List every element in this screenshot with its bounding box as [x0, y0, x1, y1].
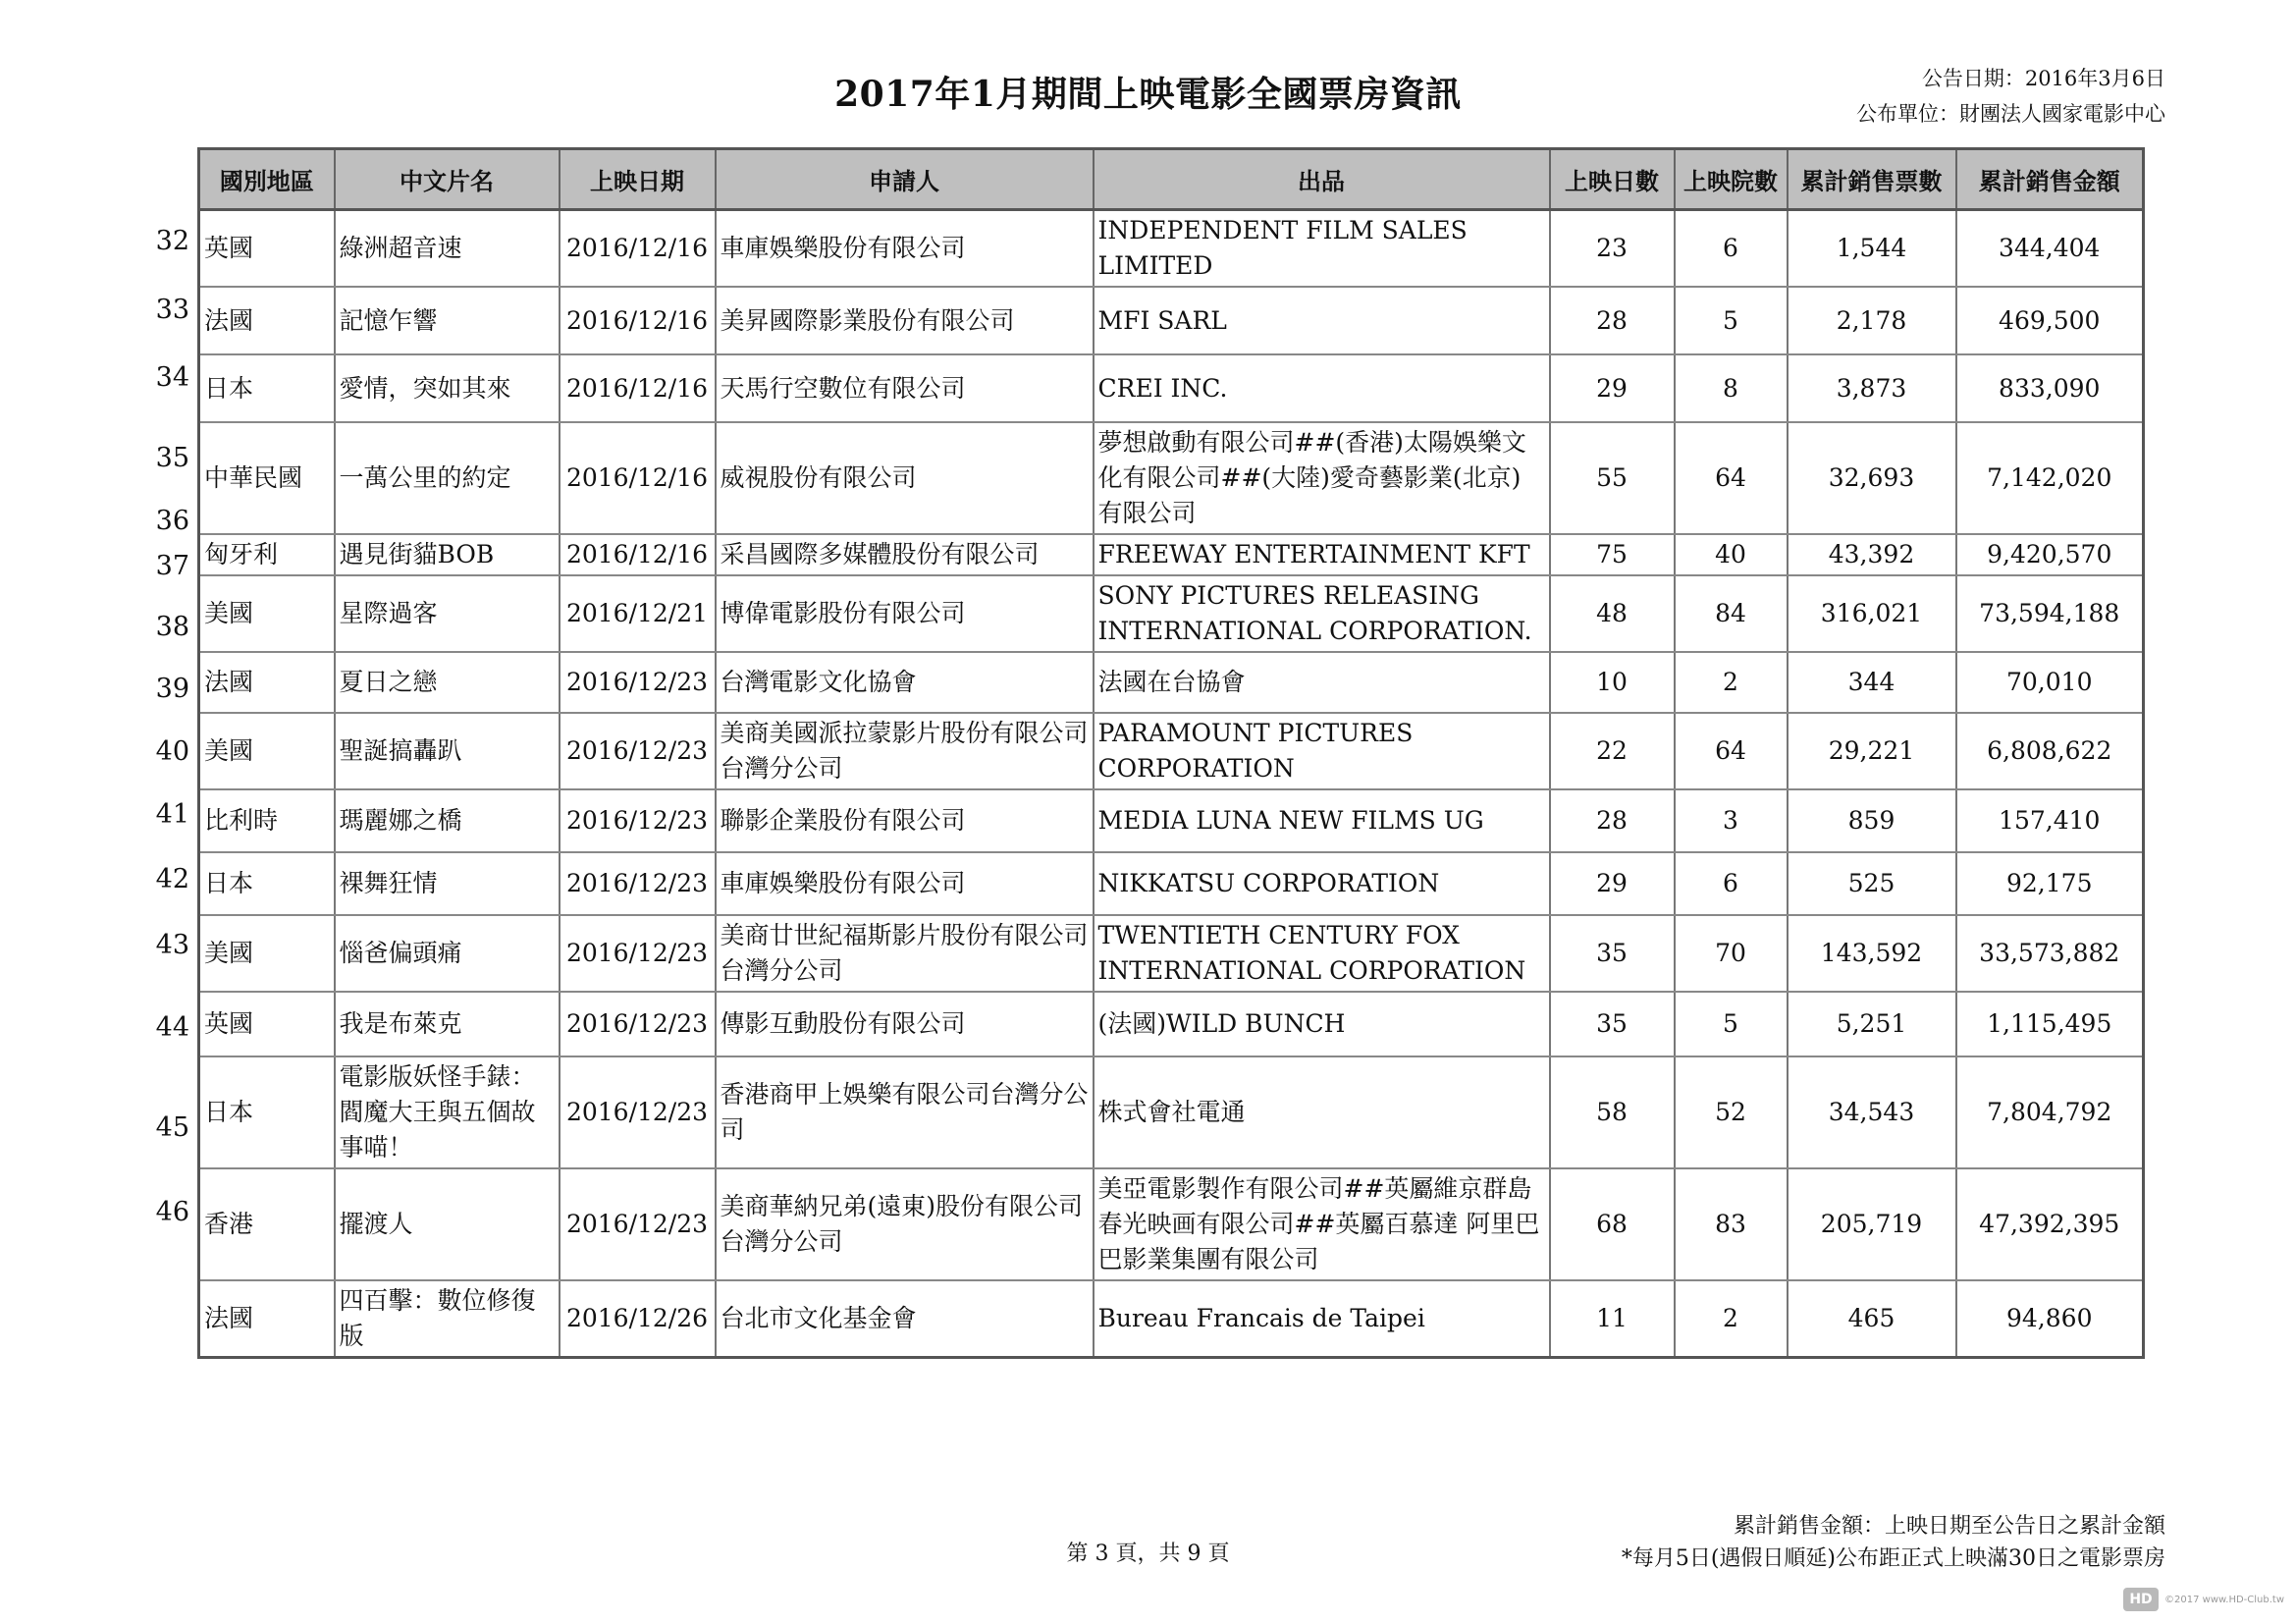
- cell-applicant: 采昌國際多媒體股份有限公司: [716, 534, 1094, 575]
- cell-screening-days: 11: [1550, 1280, 1675, 1358]
- table-header-row: [199, 149, 2144, 210]
- cell-screening-days: 58: [1550, 1056, 1675, 1168]
- cell-tickets-sold: 465: [1788, 1280, 1956, 1358]
- cell-screening-days: 55: [1550, 422, 1675, 534]
- cell-producer: INDEPENDENT FILM SALES LIMITED: [1094, 210, 1550, 288]
- cell-applicant: 台灣電影文化協會: [716, 652, 1094, 713]
- cell-applicant: 美商廿世紀福斯影片股份有限公司台灣分公司: [716, 915, 1094, 992]
- cell-tickets-sold: 2,178: [1788, 287, 1956, 354]
- watermark-text: ©2017 www.HD-Club.tw: [2164, 1594, 2284, 1605]
- cell-revenue: 6,808,622: [1956, 713, 2144, 789]
- cell-producer: 美亞電影製作有限公司##英屬維京群島 春光映画有限公司##英屬百慕達 阿里巴巴影業集團有限公司: [1094, 1168, 1550, 1280]
- cell-revenue: 92,175: [1956, 852, 2144, 915]
- table-row: [199, 287, 2144, 354]
- table-row: [199, 915, 2144, 992]
- cell-applicant: 天馬行空數位有限公司: [716, 354, 1094, 422]
- cell-theater-count: 2: [1675, 1280, 1788, 1358]
- table-row: [199, 652, 2144, 713]
- table-row: [199, 713, 2144, 789]
- cell-tickets-sold: 344: [1788, 652, 1956, 713]
- cell-tickets-sold: 43,392: [1788, 534, 1956, 575]
- cell-producer: PARAMOUNT PICTURES CORPORATION: [1094, 713, 1550, 789]
- row-number: 42: [155, 864, 189, 894]
- cell-producer: 株式會社電通: [1094, 1056, 1550, 1168]
- cell-title: 綠洲超音速: [335, 210, 560, 288]
- cell-release-date: 2016/12/23: [560, 1168, 716, 1280]
- cell-producer: Bureau Francais de Taipei: [1094, 1280, 1550, 1358]
- cell-title: 星際過客: [335, 575, 560, 652]
- cell-theater-count: 5: [1675, 287, 1788, 354]
- page-number: 第 3 頁，共 9 頁: [1066, 1542, 1230, 1566]
- table-row: [199, 992, 2144, 1056]
- cell-region: 美國: [199, 575, 335, 652]
- cell-theater-count: 84: [1675, 575, 1788, 652]
- cell-tickets-sold: 525: [1788, 852, 1956, 915]
- cell-tickets-sold: 29,221: [1788, 713, 1956, 789]
- cell-title: 惱爸偏頭痛: [335, 915, 560, 992]
- cell-producer: MEDIA LUNA NEW FILMS UG: [1094, 789, 1550, 852]
- cell-release-date: 2016/12/16: [560, 210, 716, 288]
- cell-revenue: 9,420,570: [1956, 534, 2144, 575]
- cell-applicant: 車庫娛樂股份有限公司: [716, 852, 1094, 915]
- cell-release-date: 2016/12/26: [560, 1280, 716, 1358]
- cell-revenue: 833,090: [1956, 354, 2144, 422]
- cell-tickets-sold: 1,544: [1788, 210, 1956, 288]
- row-number: 35: [155, 443, 189, 473]
- cell-release-date: 2016/12/23: [560, 992, 716, 1056]
- row-number: 44: [155, 1012, 189, 1043]
- cell-applicant: 博偉電影股份有限公司: [716, 575, 1094, 652]
- cell-screening-days: 22: [1550, 713, 1675, 789]
- cell-theater-count: 6: [1675, 210, 1788, 288]
- cell-tickets-sold: 143,592: [1788, 915, 1956, 992]
- cell-release-date: 2016/12/21: [560, 575, 716, 652]
- cell-revenue: 469,500: [1956, 287, 2144, 354]
- cell-producer: 法國在台協會: [1094, 652, 1550, 713]
- cell-theater-count: 8: [1675, 354, 1788, 422]
- cell-release-date: 2016/12/23: [560, 1056, 716, 1168]
- cell-tickets-sold: 859: [1788, 789, 1956, 852]
- cell-region: 法國: [199, 652, 335, 713]
- cell-screening-days: 35: [1550, 992, 1675, 1056]
- cell-screening-days: 28: [1550, 789, 1675, 852]
- cell-title: 記憶乍響: [335, 287, 560, 354]
- row-number: 32: [155, 225, 189, 256]
- cell-region: 美國: [199, 713, 335, 789]
- cell-title: 電影版妖怪手錶：閻魔大王與五個故事喵！: [335, 1056, 560, 1168]
- table-row: [199, 1056, 2144, 1168]
- cell-theater-count: 6: [1675, 852, 1788, 915]
- cell-tickets-sold: 3,873: [1788, 354, 1956, 422]
- watermark: [2123, 1588, 2284, 1611]
- cell-tickets-sold: 316,021: [1788, 575, 1956, 652]
- cell-theater-count: 70: [1675, 915, 1788, 992]
- cell-producer: FREEWAY ENTERTAINMENT KFT: [1094, 534, 1550, 575]
- header-release-date: 上映日期: [560, 149, 716, 210]
- row-number: 41: [155, 799, 189, 830]
- cell-revenue: 70,010: [1956, 652, 2144, 713]
- header-title: 中文片名: [335, 149, 560, 210]
- cell-theater-count: 64: [1675, 422, 1788, 534]
- row-number: 46: [155, 1196, 189, 1227]
- cell-region: 法國: [199, 1280, 335, 1358]
- cell-title: 一萬公里的約定: [335, 422, 560, 534]
- row-number: 38: [155, 612, 189, 642]
- announce-date: 公告日期：2016年3月6日: [1921, 67, 2165, 90]
- cell-producer: TWENTIETH CENTURY FOX INTERNATIONAL CORPORATION: [1094, 915, 1550, 992]
- cell-revenue: 344,404: [1956, 210, 2144, 288]
- row-number: 33: [155, 294, 189, 325]
- table-row: [199, 422, 2144, 534]
- cell-release-date: 2016/12/23: [560, 789, 716, 852]
- cell-screening-days: 68: [1550, 1168, 1675, 1280]
- cell-revenue: 1,115,495: [1956, 992, 2144, 1056]
- cell-applicant: 聯影企業股份有限公司: [716, 789, 1094, 852]
- cell-title: 我是布萊克: [335, 992, 560, 1056]
- cell-producer: (法國)WILD BUNCH: [1094, 992, 1550, 1056]
- cell-tickets-sold: 5,251: [1788, 992, 1956, 1056]
- cell-applicant: 美商華納兄弟(遠東)股份有限公司台灣分公司: [716, 1168, 1094, 1280]
- cell-tickets-sold: 34,543: [1788, 1056, 1956, 1168]
- footnote-publication-schedule: *每月5日(遇假日順延)公布距正式上映滿30日之電影票房: [1621, 1546, 2165, 1571]
- cell-revenue: 33,573,882: [1956, 915, 2144, 992]
- cell-title: 聖誕搞轟趴: [335, 713, 560, 789]
- header-theater-count: 上映院數: [1675, 149, 1788, 210]
- cell-screening-days: 29: [1550, 852, 1675, 915]
- cell-applicant: 美商美國派拉蒙影片股份有限公司台灣分公司: [716, 713, 1094, 789]
- header-screening-days: 上映日數: [1550, 149, 1675, 210]
- cell-release-date: 2016/12/16: [560, 422, 716, 534]
- cell-theater-count: 52: [1675, 1056, 1788, 1168]
- table-row: [199, 210, 2144, 288]
- cell-screening-days: 10: [1550, 652, 1675, 713]
- cell-theater-count: 3: [1675, 789, 1788, 852]
- publisher: 公布單位：財團法人國家電影中心: [1856, 102, 2165, 126]
- header-revenue: 累計銷售金額: [1956, 149, 2144, 210]
- cell-producer: 夢想啟動有限公司##(香港)太陽娛樂文化有限公司##(大陸)愛奇藝影業(北京)有限公司: [1094, 422, 1550, 534]
- cell-producer: CREI INC.: [1094, 354, 1550, 422]
- cell-release-date: 2016/12/23: [560, 652, 716, 713]
- cell-region: 日本: [199, 1056, 335, 1168]
- page-title: 2017年1月期間上映電影全國票房資訊: [834, 74, 1462, 115]
- table-row: [199, 354, 2144, 422]
- cell-screening-days: 29: [1550, 354, 1675, 422]
- cell-revenue: 94,860: [1956, 1280, 2144, 1358]
- cell-title: 夏日之戀: [335, 652, 560, 713]
- row-number: 36: [155, 505, 189, 536]
- header-tickets-sold: 累計銷售票數: [1788, 149, 1956, 210]
- footnote-revenue-definition: 累計銷售金額：上映日期至公告日之累計金額: [1733, 1514, 2165, 1539]
- cell-title: 四百擊：數位修復版: [335, 1280, 560, 1358]
- cell-screening-days: 48: [1550, 575, 1675, 652]
- table-row: [199, 1280, 2144, 1358]
- cell-tickets-sold: 32,693: [1788, 422, 1956, 534]
- cell-region: 英國: [199, 992, 335, 1056]
- cell-region: 法國: [199, 287, 335, 354]
- cell-release-date: 2016/12/23: [560, 852, 716, 915]
- cell-applicant: 台北市文化基金會: [716, 1280, 1094, 1358]
- cell-theater-count: 5: [1675, 992, 1788, 1056]
- cell-region: 英國: [199, 210, 335, 288]
- cell-revenue: 7,804,792: [1956, 1056, 2144, 1168]
- cell-revenue: 157,410: [1956, 789, 2144, 852]
- cell-applicant: 威視股份有限公司: [716, 422, 1094, 534]
- cell-applicant: 車庫娛樂股份有限公司: [716, 210, 1094, 288]
- cell-revenue: 7,142,020: [1956, 422, 2144, 534]
- cell-release-date: 2016/12/23: [560, 915, 716, 992]
- cell-title: 愛情，突如其來: [335, 354, 560, 422]
- cell-screening-days: 23: [1550, 210, 1675, 288]
- cell-title: 遇見街貓BOB: [335, 534, 560, 575]
- header-producer: 出品: [1094, 149, 1550, 210]
- cell-release-date: 2016/12/23: [560, 713, 716, 789]
- row-number: 43: [155, 930, 189, 960]
- row-number: 45: [155, 1111, 189, 1143]
- cell-revenue: 73,594,188: [1956, 575, 2144, 652]
- row-number: 34: [155, 361, 189, 393]
- header-region: 國別地區: [199, 149, 335, 210]
- cell-title: 擺渡人: [335, 1168, 560, 1280]
- cell-revenue: 47,392,395: [1956, 1168, 2144, 1280]
- cell-release-date: 2016/12/16: [560, 287, 716, 354]
- cell-producer: SONY PICTURES RELEASING INTERNATIONAL CORPORATION.: [1094, 575, 1550, 652]
- cell-region: 中華民國: [199, 422, 335, 534]
- cell-tickets-sold: 205,719: [1788, 1168, 1956, 1280]
- cell-screening-days: 35: [1550, 915, 1675, 992]
- cell-theater-count: 83: [1675, 1168, 1788, 1280]
- cell-theater-count: 2: [1675, 652, 1788, 713]
- cell-region: 日本: [199, 354, 335, 422]
- cell-region: 香港: [199, 1168, 335, 1280]
- cell-screening-days: 28: [1550, 287, 1675, 354]
- cell-title: 裸舞狂情: [335, 852, 560, 915]
- table-row: [199, 789, 2144, 852]
- cell-theater-count: 64: [1675, 713, 1788, 789]
- cell-region: 日本: [199, 852, 335, 915]
- table-row: [199, 852, 2144, 915]
- cell-applicant: 香港商甲上娛樂有限公司台灣分公司: [716, 1056, 1094, 1168]
- cell-region: 美國: [199, 915, 335, 992]
- header-applicant: 申請人: [716, 149, 1094, 210]
- cell-release-date: 2016/12/16: [560, 534, 716, 575]
- row-number: 39: [155, 674, 189, 704]
- watermark-logo: HD: [2123, 1588, 2159, 1611]
- cell-region: 匈牙利: [199, 534, 335, 575]
- table-row: [199, 575, 2144, 652]
- cell-release-date: 2016/12/16: [560, 354, 716, 422]
- table-row: [199, 1168, 2144, 1280]
- cell-theater-count: 40: [1675, 534, 1788, 575]
- cell-applicant: 美昇國際影業股份有限公司: [716, 287, 1094, 354]
- cell-applicant: 傳影互動股份有限公司: [716, 992, 1094, 1056]
- cell-producer: NIKKATSU CORPORATION: [1094, 852, 1550, 915]
- cell-producer: MFI SARL: [1094, 287, 1550, 354]
- cell-title: 瑪麗娜之橋: [335, 789, 560, 852]
- cell-screening-days: 75: [1550, 534, 1675, 575]
- row-number: 37: [155, 551, 189, 581]
- row-number: 40: [155, 736, 189, 767]
- table-row: [199, 534, 2144, 575]
- box-office-table: [197, 147, 2145, 1359]
- cell-region: 比利時: [199, 789, 335, 852]
